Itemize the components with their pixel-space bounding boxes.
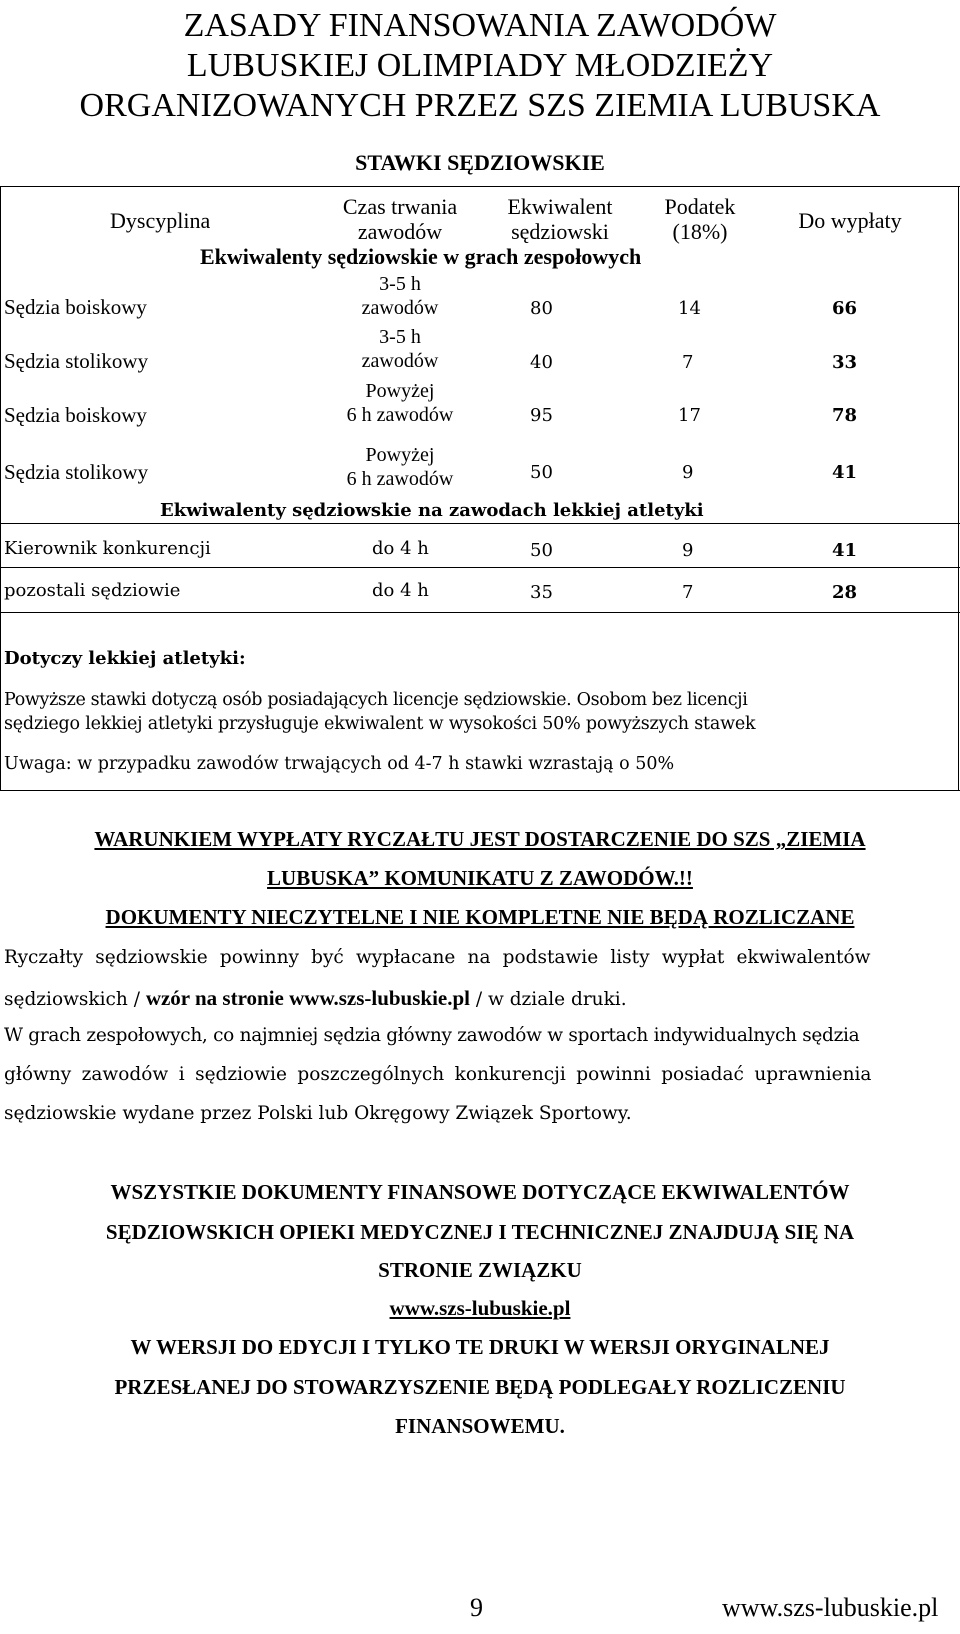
documents-website-link[interactable]: www.szs-lubuskie.pl — [389, 1296, 571, 1320]
payout-value: 28 — [832, 582, 858, 603]
documents-line-5: PRZESŁANEJ DO STOWARZYSZENIE BĘDĄ PODLEGAŁY ROZLICZENIU — [114, 1375, 846, 1399]
tax-value: 9 — [682, 462, 694, 483]
title-line-3: ORGANIZOWANYCH PRZEZ SZS ZIEMIA LUBUSKA — [79, 87, 881, 124]
payout-value: 66 — [832, 298, 858, 319]
footer-website[interactable]: www.szs-lubuskie.pl — [722, 1593, 939, 1622]
tax-value: 7 — [682, 352, 694, 373]
ekwiwalent-value: 95 — [530, 405, 553, 426]
header-do-wyplaty: Do wypłaty — [798, 208, 902, 233]
payments-line-1: Ryczałty sędziowskie powinny być wypłacane na podstawie listy wypłat ekwiwalentów — [4, 947, 871, 968]
duration-line1: 3-5 h — [379, 326, 421, 348]
header-czas-line1: Czas trwania — [342, 194, 458, 219]
payments-text-c: / w dziale druki. — [470, 989, 627, 1010]
template-link[interactable]: wzór na stronie www.szs-lubuskie.pl — [145, 986, 470, 1010]
duration-line2: 6 h zawodów — [346, 468, 454, 490]
payments-text-a: sędziowskich / — [4, 989, 146, 1010]
athletics-row2-separator — [0, 567, 960, 568]
notes-line-2: sędziego lekkiej atletyki przysługuje ekwiwalent w wysokości 50% powyższych stawek — [4, 714, 756, 734]
duration-line1: Powyżej — [365, 380, 435, 402]
notes-line-3: Uwaga: w przypadku zawodów trwających od 4-7 h stawki wzrastają o 50% — [4, 754, 675, 774]
duration-line1: 3-5 h — [379, 273, 421, 295]
header-podatek-line1: Podatek — [664, 194, 736, 219]
notes-line-1: Powyższe stawki dotyczą osób posiadających licencje sędziowskie. Osobom bez licencji — [4, 690, 748, 710]
condition-line-2: LUBUSKA” KOMUNIKATU Z ZAWODÓW.!! — [267, 866, 693, 890]
notes-heading: Dotyczy lekkiej atletyki: — [4, 648, 246, 669]
ekwiwalent-value: 50 — [530, 462, 553, 483]
ekwiwalent-value: 50 — [530, 540, 553, 561]
header-dyscyplina: Dyscyplina — [110, 208, 211, 233]
payout-value: 78 — [832, 405, 858, 426]
documents-line-6: FINANSOWEMU. — [395, 1414, 565, 1438]
athletics-bottom-separator — [0, 612, 960, 613]
row-label: Sędzia stolikowy — [4, 349, 149, 373]
row-label: Sędzia stolikowy — [4, 460, 149, 484]
table-caption: STAWKI SĘDZIOWSKIE — [355, 150, 605, 175]
duration-line2: zawodów — [361, 350, 439, 372]
documents-line-2: SĘDZIOWSKICH OPIEKI MEDYCZNEJ I TECHNICZNEJ ZNAJDUJĄ SIĘ NA — [105, 1220, 855, 1244]
condition-line-1: WARUNKIEM WYPŁATY RYCZAŁTU JEST DOSTARCZENIE DO SZS „ZIEMIA — [94, 827, 866, 851]
ekwiwalent-value: 40 — [530, 352, 553, 373]
duration-line1: Powyżej — [365, 444, 435, 466]
document-title — [0, 6, 960, 126]
header-podatek-line2: (18%) — [672, 219, 728, 244]
row-label: Kierownik konkurencji — [4, 538, 211, 559]
payments-line-2 — [4, 986, 627, 1011]
qualifications-line-3: sędziowskie wydane przez Polski lub Okręgowy Związek Sportowy. — [4, 1103, 632, 1124]
tax-value: 7 — [682, 582, 694, 603]
table-border-right — [958, 186, 959, 791]
row-label: Sędzia boiskowy — [4, 295, 147, 319]
ekwiwalent-value: 35 — [530, 582, 553, 603]
qualifications-line-2: główny zawodów i sędziowie poszczególnych konkurencji powinni posiadać uprawnienia — [4, 1064, 872, 1085]
section-athletics: Ekwiwalenty sędziowskie na zawodach lekkiej atletyki — [160, 500, 704, 521]
title-line-2: LUBUSKIEJ OLIMPIADY MŁODZIEŻY — [186, 47, 774, 84]
ekwiwalent-value: 80 — [530, 298, 553, 319]
header-czas-line2: zawodów — [357, 219, 443, 244]
tax-value: 9 — [682, 540, 694, 561]
tax-value: 17 — [678, 405, 701, 426]
header-ekwiwalent-line1: Ekwiwalent — [507, 194, 613, 219]
duration-line2: 6 h zawodów — [346, 404, 454, 426]
duration-line2: zawodów — [361, 297, 439, 319]
table-border-left — [0, 186, 1, 791]
documents-line-1: WSZYSTKIE DOKUMENTY FINANSOWE DOTYCZĄCE EKWIWALENTÓW — [110, 1180, 850, 1204]
documents-line-4: W WERSJI DO EDYCJI I TYLKO TE DRUKI W WERSJI ORYGINALNEJ — [130, 1335, 830, 1359]
payout-value: 41 — [832, 462, 858, 483]
row-label: Sędzia boiskowy — [4, 403, 147, 427]
qualifications-line-1: W grach zespołowych, co najmniej sędzia główny zawodów w sportach indywidualnych sędzia — [4, 1025, 860, 1046]
condition-line-3: DOKUMENTY NIECZYTELNE I NIE KOMPLETNE NIE BĘDĄ ROZLICZANE — [105, 905, 855, 929]
row-label: pozostali sędziowie — [4, 580, 181, 601]
tax-value: 14 — [678, 298, 701, 319]
title-line-1: ZASADY FINANSOWANIA ZAWODÓW — [183, 7, 777, 44]
payout-value: 33 — [832, 352, 858, 373]
duration-value: do 4 h — [372, 580, 429, 601]
page-number: 9 — [470, 1593, 483, 1622]
table-border-top — [0, 186, 960, 187]
table-border-bottom — [0, 790, 960, 791]
payout-value: 41 — [832, 540, 858, 561]
athletics-row1-separator — [0, 523, 960, 524]
header-ekwiwalent-line2: sędziowski — [511, 219, 609, 244]
documents-line-3: STRONIE ZWIĄZKU — [378, 1258, 582, 1282]
section-team-sports: Ekwiwalenty sędziowskie w grach zespołowych — [200, 244, 642, 269]
duration-value: do 4 h — [372, 538, 429, 559]
